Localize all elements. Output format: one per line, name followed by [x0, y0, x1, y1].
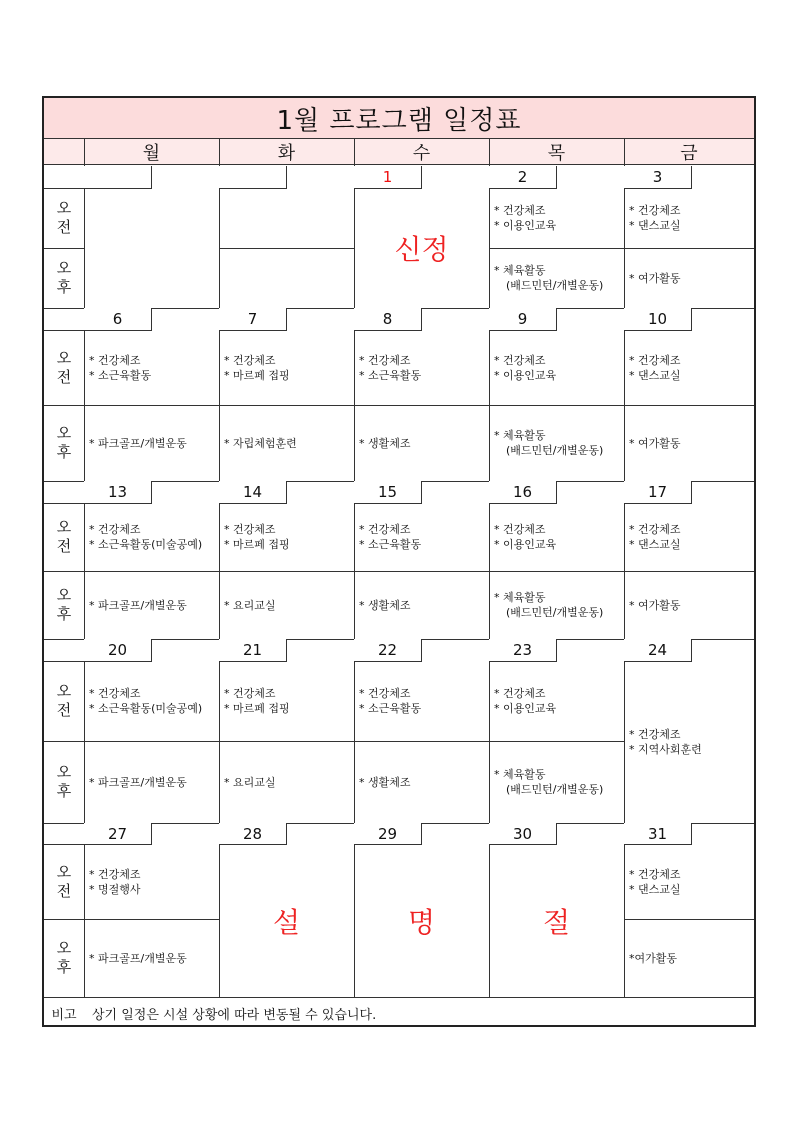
- cell-am-tue: [219, 503, 359, 571]
- holiday-seol: 설: [272, 905, 301, 939]
- cell-pm-fri: [624, 248, 759, 308]
- activity-line: * 건강체조: [629, 523, 681, 536]
- cell-am-wed: [354, 503, 494, 571]
- cell-pm-tue: [219, 405, 359, 481]
- activity-line: * 이용인교육: [494, 219, 557, 232]
- cell-am-fri: [624, 503, 759, 571]
- activity-line: * 소근육활동: [359, 702, 422, 715]
- activity-line: * 생활체조: [359, 436, 411, 450]
- period-am-char1: 오: [56, 862, 72, 881]
- date-fri: 17: [624, 481, 692, 504]
- holiday-sinjeong: 신정: [394, 233, 449, 266]
- cell-am-thu: [489, 330, 629, 405]
- period-divider: [44, 571, 84, 572]
- activity-line: * 건강체조: [359, 687, 411, 700]
- activity-line: * 파크골프/개별운동: [89, 598, 187, 612]
- date-mon: 6: [84, 308, 152, 331]
- cell-am-wed: [354, 330, 494, 405]
- activity-line: * 건강체조: [89, 353, 141, 367]
- activity-line: * 건강체조: [494, 687, 546, 700]
- activity-line: * 댄스교실: [629, 882, 681, 896]
- weekday-fri: 금: [624, 139, 754, 165]
- activity-line: * 체육활동: [494, 768, 546, 781]
- date-thu: 9: [489, 308, 557, 331]
- period-am: [44, 661, 84, 741]
- activity-line: * 건강체조: [224, 353, 276, 367]
- cell-pm-fri: [624, 919, 759, 997]
- activity-line: * 댄스교실: [629, 538, 681, 551]
- date-wed: 29: [354, 823, 422, 845]
- period-pm-char2: 후: [56, 605, 72, 623]
- period-pm-char1: 오: [56, 939, 72, 957]
- activity-line: *여가활동: [629, 951, 678, 965]
- period-pm-char1: 오: [56, 424, 72, 442]
- date-wed: 8: [354, 308, 422, 331]
- activity-line: (배드민턴/개별운동): [506, 783, 604, 796]
- activity-line: * 건강체조: [359, 353, 411, 367]
- cell-pm-mon: [84, 919, 224, 997]
- holiday-jeol: 절: [542, 905, 571, 939]
- date-fri: 3: [624, 166, 692, 189]
- cell-am-mon: [84, 188, 224, 248]
- activity-line: * 건강체조: [494, 523, 546, 536]
- period-am: [44, 330, 84, 405]
- period-pm-char1: 오: [56, 763, 72, 781]
- cell-am-tue: [219, 188, 359, 248]
- date-tue: 14: [219, 481, 287, 504]
- activity-line: * 파크골프/개별운동: [89, 775, 187, 789]
- cell-am-thu: [489, 503, 629, 571]
- cell-pm-thu: [489, 741, 629, 823]
- activity-line: * 마르페 접핑: [224, 368, 290, 382]
- cell-am-mon: [84, 661, 224, 741]
- activity-line: * 건강체조: [89, 687, 141, 700]
- period-divider: [44, 919, 84, 920]
- period-am-char1: 오: [56, 348, 72, 367]
- date-fri: 31: [624, 823, 692, 845]
- period-pm: [44, 405, 84, 481]
- activity-line: * 마르페 접핑: [224, 702, 290, 715]
- date-mon: 27: [84, 823, 152, 845]
- activity-line: * 마르페 접핑: [224, 538, 290, 551]
- calendar-grid: [44, 98, 754, 1025]
- period-pm-char1: 오: [56, 586, 72, 604]
- activity-line: * 명절행사: [89, 882, 141, 896]
- period-pm-char2: 후: [56, 278, 72, 296]
- cell-pm-tue: [219, 741, 359, 823]
- activity-line: * 댄스교실: [629, 219, 681, 232]
- activity-line: * 소근육활동: [359, 538, 422, 551]
- activity-line: * 댄스교실: [629, 368, 681, 382]
- cell-am-fri: [624, 188, 759, 248]
- activity-line: * 건강체조: [494, 204, 546, 217]
- period-am-char1: 오: [56, 518, 72, 536]
- cell-pm-mon: [84, 248, 224, 308]
- activity-line: * 여가활동: [629, 436, 681, 450]
- cell-am-fri: [624, 330, 759, 405]
- date-tue: 28: [219, 823, 287, 845]
- cell-pm-mon: [84, 571, 224, 639]
- period-am-char2: 전: [56, 881, 72, 900]
- cell-pm-mon: [84, 405, 224, 481]
- cell-am-mon: [84, 503, 224, 571]
- cell-am-tue: [219, 661, 359, 741]
- period-divider: [44, 741, 84, 742]
- activity-line: * 소근육활동: [89, 368, 152, 382]
- period-am-char2: 전: [56, 367, 72, 386]
- cell-am-tue: [219, 330, 359, 405]
- date-mon: [84, 166, 152, 189]
- activity-line: * 체육활동: [494, 429, 546, 442]
- weekday-tue: 화: [219, 139, 354, 165]
- activity-line: * 건강체조: [629, 867, 681, 881]
- cell-am-thu: [489, 188, 629, 248]
- period-pm-char1: 오: [56, 259, 72, 277]
- cell-pm-tue: [219, 248, 359, 308]
- period-pm-char2: 후: [56, 782, 72, 800]
- activity-line: (배드민턴/개별운동): [506, 279, 604, 292]
- activity-line: * 체육활동: [494, 591, 546, 604]
- activity-line: * 건강체조: [89, 867, 141, 881]
- activity-line: * 자립체험훈련: [224, 436, 297, 450]
- period-am-char2: 전: [56, 537, 72, 555]
- activity-line: * 소근육활동(미술공예): [89, 538, 203, 551]
- cell-pm-wed: [354, 571, 494, 639]
- cell-am-mon: [84, 844, 224, 919]
- cell-pm-fri: [624, 405, 759, 481]
- activity-line: * 건강체조: [224, 687, 276, 700]
- cell-pm-thu: [489, 248, 629, 308]
- holiday-myeong: 명: [407, 905, 436, 939]
- activity-line: * 건강체조: [629, 204, 681, 217]
- date-thu: 23: [489, 639, 557, 662]
- date-mon: 20: [84, 639, 152, 662]
- weekday-mon: 월: [84, 139, 219, 165]
- activity-line: * 지역사회훈련: [629, 743, 702, 756]
- date-thu: 2: [489, 166, 557, 189]
- period-pm: [44, 248, 84, 308]
- period-divider: [44, 248, 84, 249]
- activity-line: * 건강체조: [359, 523, 411, 536]
- activity-line: * 여가활동: [629, 271, 681, 285]
- date-wed: 15: [354, 481, 422, 504]
- period-pm: [44, 919, 84, 997]
- date-row-divider: [44, 188, 84, 189]
- cell-pm-fri: [624, 571, 759, 639]
- activity-line: * 이용인교육: [494, 702, 557, 715]
- activity-line: * 건강체조: [494, 353, 546, 367]
- activity-line: (배드민턴/개별운동): [506, 444, 604, 457]
- period-am: [44, 503, 84, 571]
- period-am-char2: 전: [56, 218, 72, 236]
- activity-line: * 여가활동: [629, 598, 681, 612]
- activity-line: * 생활체조: [359, 598, 411, 612]
- activity-line: * 요리교실: [224, 598, 276, 612]
- activity-line: * 이용인교육: [494, 538, 557, 551]
- page-title: 1월 프로그램 일정표: [44, 98, 754, 139]
- period-pm: [44, 741, 84, 823]
- activity-line: * 건강체조: [629, 728, 681, 741]
- date-wed: 1: [354, 166, 422, 189]
- date-thu: 16: [489, 481, 557, 504]
- period-pm: [44, 571, 84, 639]
- cell-pm-thu: [489, 571, 629, 639]
- note-label: 비고: [51, 1007, 77, 1023]
- period-am-char1: 오: [56, 199, 72, 217]
- period-am-char2: 전: [56, 701, 72, 719]
- period-am-char1: 오: [56, 682, 72, 700]
- weekday-thu: 목: [489, 139, 624, 165]
- date-tue: 21: [219, 639, 287, 662]
- activity-line: * 건강체조: [629, 353, 681, 367]
- activity-line: * 파크골프/개별운동: [89, 951, 187, 965]
- period-pm-char2: 후: [56, 443, 72, 461]
- cell-pm-mon: [84, 741, 224, 823]
- activity-line: * 요리교실: [224, 775, 276, 789]
- weekday-wed: 수: [354, 139, 489, 165]
- cell-pm-wed: [354, 741, 494, 823]
- schedule-sheet: [42, 96, 756, 1027]
- date-row-divider: [44, 330, 84, 331]
- date-row-divider: [44, 661, 84, 662]
- activity-line: * 소근육활동: [359, 368, 422, 382]
- note-text: 상기 일정은 시설 상황에 따라 변동될 수 있습니다.: [92, 1007, 377, 1023]
- activity-line: * 생활체조: [359, 775, 411, 789]
- date-fri: 24: [624, 639, 692, 662]
- activity-line: * 이용인교육: [494, 368, 557, 382]
- period-divider: [44, 405, 84, 406]
- cell-fri-full: [624, 661, 759, 823]
- date-row-divider: [44, 844, 84, 845]
- activity-line: * 파크골프/개별운동: [89, 436, 187, 450]
- cell-am-fri: [624, 844, 759, 919]
- cell-pm-tue: [219, 571, 359, 639]
- date-tue: 7: [219, 308, 287, 331]
- week-separator: [44, 997, 754, 998]
- activity-line: * 건강체조: [224, 523, 276, 536]
- cell-am-mon: [84, 330, 224, 405]
- cell-pm-wed: [354, 405, 494, 481]
- date-mon: 13: [84, 481, 152, 504]
- period-am: [44, 844, 84, 919]
- date-fri: 10: [624, 308, 692, 331]
- cell-am-thu: [489, 661, 629, 741]
- date-tue: [219, 166, 287, 189]
- activity-line: (배드민턴/개별운동): [506, 606, 604, 619]
- cell-pm-thu: [489, 405, 629, 481]
- cell-am-wed: [354, 661, 494, 741]
- period-am: [44, 188, 84, 248]
- date-thu: 30: [489, 823, 557, 845]
- date-wed: 22: [354, 639, 422, 662]
- activity-line: * 소근육활동(미술공예): [89, 702, 203, 715]
- period-pm-char2: 후: [56, 958, 72, 976]
- activity-line: * 건강체조: [89, 523, 141, 536]
- date-row-divider: [44, 503, 84, 504]
- activity-line: * 체육활동: [494, 264, 546, 277]
